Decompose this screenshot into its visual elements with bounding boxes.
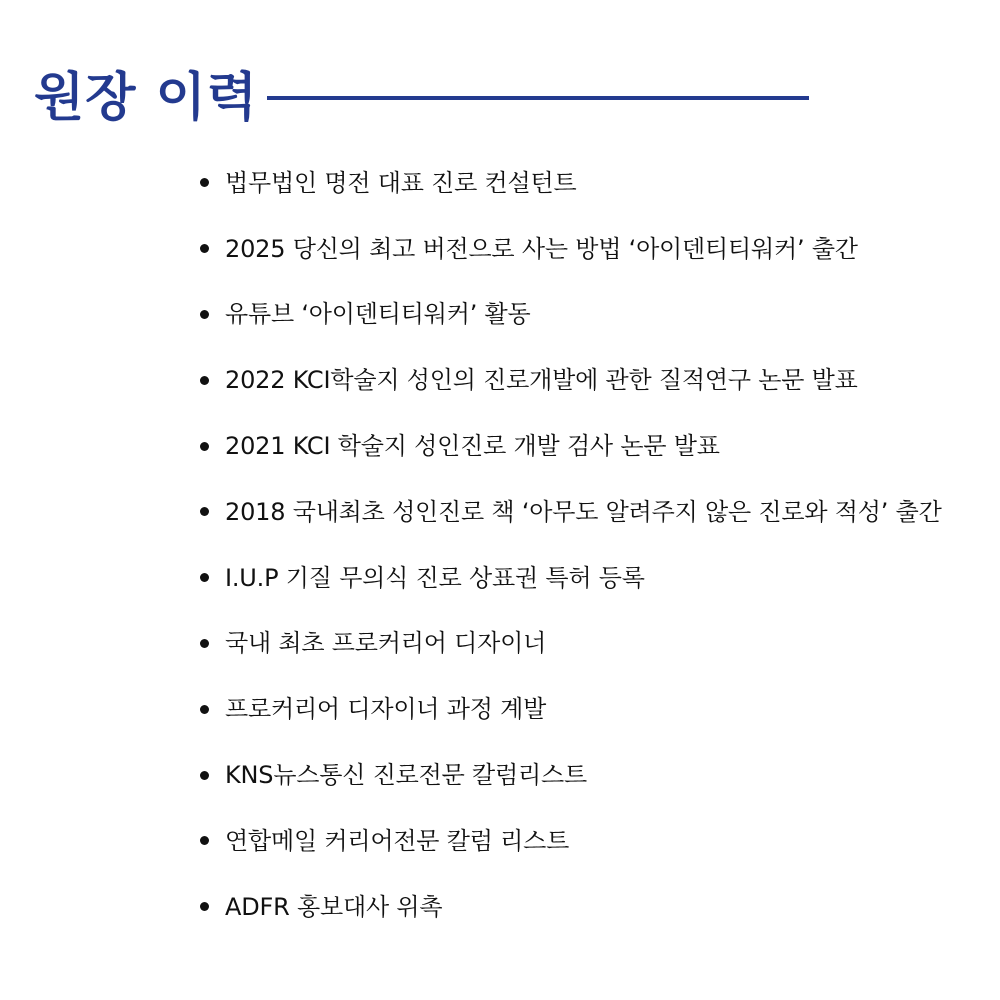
list-item-text: 국내 최초 프로커리어 디자이너 bbox=[225, 629, 547, 658]
bullet-dot-icon bbox=[200, 639, 209, 648]
bullet-dot-icon bbox=[200, 771, 209, 780]
career-history-list bbox=[200, 150, 942, 940]
bullet-dot-icon bbox=[200, 573, 209, 582]
list-item bbox=[200, 282, 942, 348]
list-item-text: 유튜브 ‘아이덴티티워커’ 활동 bbox=[225, 300, 531, 329]
list-item-text: 법무법인 명전 대표 진로 컨설턴트 bbox=[225, 168, 577, 197]
list-item-text: 2018 국내최초 성인진로 책 ‘아무도 알려주지 않은 진로와 적성’ 출간 bbox=[225, 497, 942, 526]
bullet-dot-icon bbox=[200, 244, 209, 253]
bullet-dot-icon bbox=[200, 507, 209, 516]
list-item-text: 프로커리어 디자이너 과정 계발 bbox=[225, 695, 547, 724]
list-item bbox=[200, 874, 942, 940]
list-item bbox=[200, 611, 942, 677]
list-item bbox=[200, 676, 942, 742]
list-item bbox=[200, 413, 942, 479]
list-item-text: KNS뉴스통신 진로전문 칼럼리스트 bbox=[225, 761, 587, 790]
section-header bbox=[34, 58, 814, 138]
bullet-dot-icon bbox=[200, 178, 209, 187]
list-item-text: I.U.P 기질 무의식 진로 상표권 특허 등록 bbox=[225, 563, 645, 592]
bullet-dot-icon bbox=[200, 442, 209, 451]
bullet-dot-icon bbox=[200, 310, 209, 319]
list-item bbox=[200, 347, 942, 413]
list-item-text: 연합메일 커리어전문 칼럼 리스트 bbox=[225, 826, 570, 855]
title-underline-divider bbox=[267, 96, 809, 100]
list-item-text: 2021 KCI 학술지 성인진로 개발 검사 논문 발표 bbox=[225, 432, 720, 461]
bullet-dot-icon bbox=[200, 376, 209, 385]
list-item bbox=[200, 545, 942, 611]
list-item bbox=[200, 808, 942, 874]
list-item bbox=[200, 150, 942, 216]
list-item bbox=[200, 216, 942, 282]
list-item-text: ADFR 홍보대사 위촉 bbox=[225, 892, 443, 921]
bullet-dot-icon bbox=[200, 705, 209, 714]
bullet-dot-icon bbox=[200, 836, 209, 845]
list-item-text: 2025 당신의 최고 버전으로 사는 방법 ‘아이덴티티워커’ 출간 bbox=[225, 234, 858, 263]
bullet-dot-icon bbox=[200, 902, 209, 911]
list-item bbox=[200, 479, 942, 545]
list-item-text: 2022 KCI학술지 성인의 진로개발에 관한 질적연구 논문 발표 bbox=[225, 366, 858, 395]
list-item bbox=[200, 742, 942, 808]
page-title: 원장 이력 bbox=[34, 68, 259, 128]
